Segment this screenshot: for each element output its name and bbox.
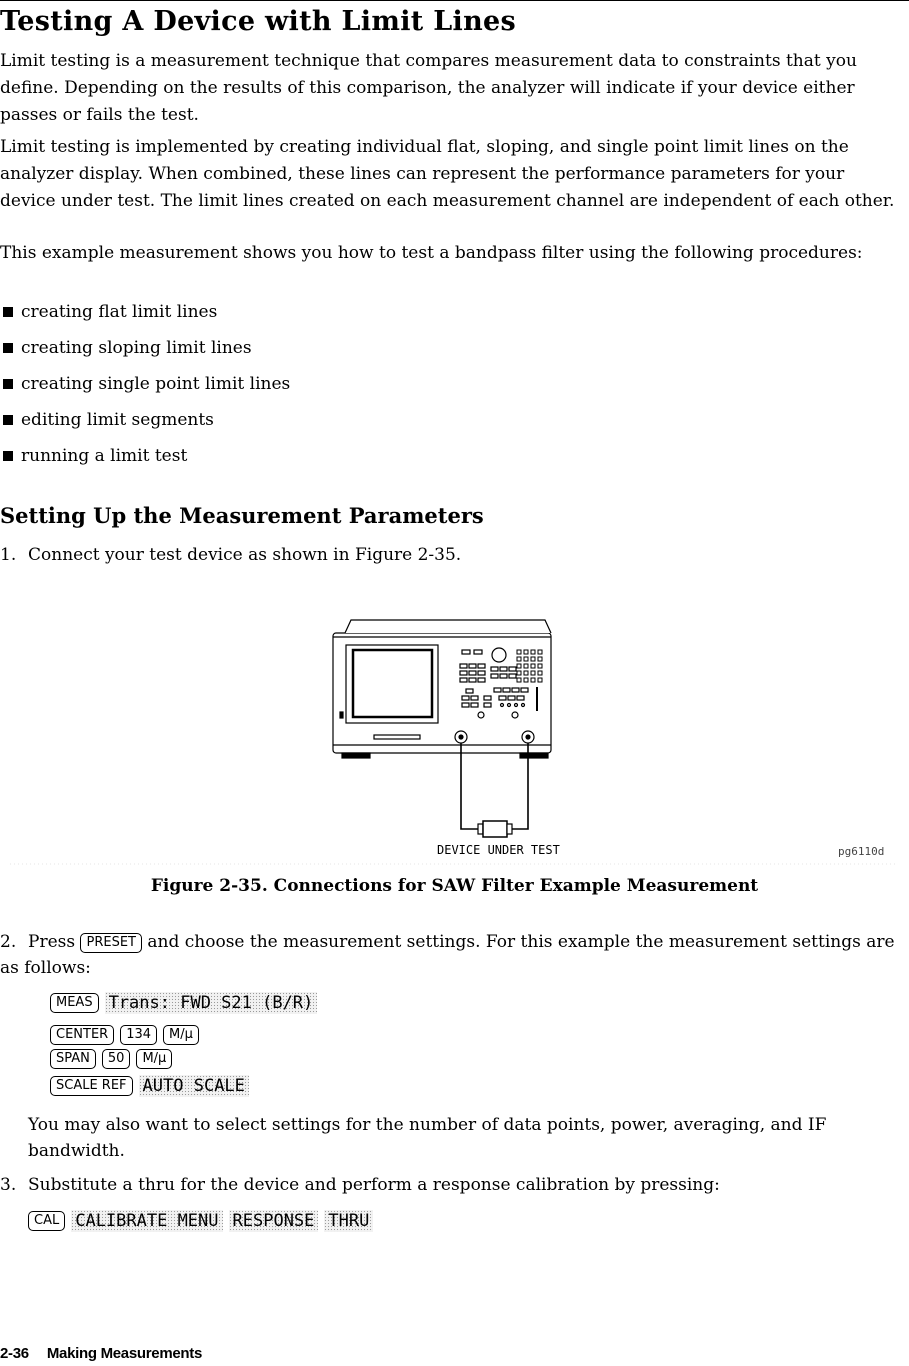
step-2-note: You may also want to select settings for the number of data points, power, averaging, and IF bandwidth. xyxy=(28,1115,827,1161)
step-number: 3. xyxy=(0,1175,17,1195)
meas-key[interactable]: MEAS xyxy=(50,993,99,1013)
softkey-calibrate-menu[interactable]: CALIBRATE MENU xyxy=(71,1210,222,1232)
bullet-item: creating single point limit lines xyxy=(0,372,290,396)
intro-paragraph: Limit testing is a measurement technique that compares measurement data to constraints that you define. Depending on the results of this comparison, the analyzer will indicate if your device either passes or fails the test. xyxy=(0,51,857,125)
center-key[interactable]: CENTER xyxy=(50,1025,114,1045)
bullet-item: editing limit segments xyxy=(0,408,214,432)
bullet-square-icon xyxy=(3,451,13,461)
step-number: 1. xyxy=(0,545,17,565)
softkey-trans-fwd-s21[interactable]: Trans: FWD S21 (B/R) xyxy=(105,992,318,1014)
step-text: Connect your test device as shown in Figure 2-35. xyxy=(28,545,462,565)
softkey-thru[interactable]: THRU xyxy=(324,1210,373,1232)
keyline-center xyxy=(50,1024,205,1045)
bullet-square-icon xyxy=(3,379,13,389)
figure-caption: Figure 2-35. Connections for SAW Filter Example Measurement xyxy=(150,876,759,896)
device-under-test xyxy=(483,821,507,837)
step-2: 2. Press PRESET and choose the measurement settings. For this example the measurement settings are as follows: xyxy=(0,929,909,981)
chapter-title: Making Measurements xyxy=(46,1345,203,1362)
span-key[interactable]: SPAN xyxy=(50,1049,96,1069)
figure-dut-label: DEVICE UNDER TEST xyxy=(437,843,560,857)
bullet-square-icon xyxy=(3,415,13,425)
numeric-key-50[interactable]: 50 xyxy=(102,1049,131,1069)
analyzer-foot xyxy=(520,753,548,758)
top-rule xyxy=(0,0,909,1)
section-title: Testing A Device with Limit Lines xyxy=(0,6,517,37)
softkey-response[interactable]: RESPONSE xyxy=(229,1210,319,1232)
bullet-square-icon xyxy=(3,343,13,353)
bullet-item: creating flat limit lines xyxy=(0,300,217,324)
analyzer-top-handle xyxy=(345,620,551,633)
page-number: 2-36 xyxy=(0,1345,29,1362)
unit-key-m-mu[interactable]: M/μ xyxy=(136,1049,172,1069)
figure-id: pg6110d xyxy=(838,845,885,858)
bullet-square-icon xyxy=(3,307,13,317)
step-text: Substitute a thru for the device and perform a response calibration by pressing: xyxy=(28,1175,720,1195)
bullet-item: running a limit test xyxy=(0,444,187,468)
softkey-auto-scale[interactable]: AUTO SCALE xyxy=(139,1075,249,1097)
preset-key[interactable]: PRESET xyxy=(80,933,142,953)
figure-connection-diagram xyxy=(0,585,909,865)
bullet-item: creating sloping limit lines xyxy=(0,336,252,360)
keyline-scale xyxy=(50,1075,255,1097)
unit-key-m-mu[interactable]: M/μ xyxy=(163,1025,199,1045)
keyline-span xyxy=(50,1048,178,1069)
numeric-key-134[interactable]: 134 xyxy=(120,1025,157,1045)
step-3 xyxy=(0,1172,720,1198)
page-footer xyxy=(0,1345,220,1362)
scale-ref-key[interactable]: SCALE REF xyxy=(50,1076,133,1096)
step-1 xyxy=(0,542,461,568)
cal-key[interactable]: CAL xyxy=(28,1211,65,1231)
cable-port-1 xyxy=(461,743,478,829)
analyzer-foot xyxy=(342,753,370,758)
implementation-paragraph: Limit testing is implemented by creating individual flat, sloping, and single point limit lines on the analyzer display. When combined, these lines can represent the performance parameters for your device under test. The limit lines created on each measurement channel are independent of each other. xyxy=(0,137,895,211)
step-number: 2. xyxy=(0,932,17,952)
subsection-title: Setting Up the Measurement Parameters xyxy=(0,503,484,528)
analyzer-screen xyxy=(353,650,432,717)
keyline-cal xyxy=(28,1210,379,1232)
procedures-paragraph: This example measurement shows you how to test a bandpass filter using the following procedures: xyxy=(0,243,863,263)
network-analyzer-diagram xyxy=(0,585,909,865)
keyline-meas xyxy=(50,992,323,1014)
